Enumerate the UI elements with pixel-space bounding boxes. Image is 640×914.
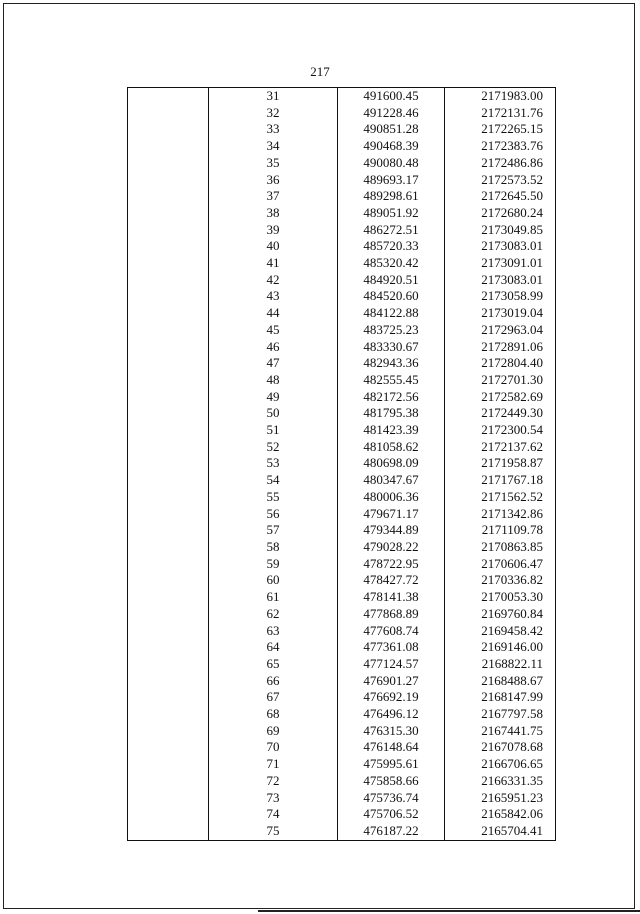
x-coordinate-cell: 477608.74 <box>338 623 445 640</box>
point-number-cell: 62 <box>209 606 338 623</box>
y-coordinate-cell: 2173091.01 <box>445 255 556 272</box>
point-number-cell: 50 <box>209 405 338 422</box>
point-number-cell: 67 <box>209 689 338 706</box>
point-number-cell: 74 <box>209 806 338 823</box>
table-row <box>128 489 556 506</box>
blank-cell <box>128 272 209 289</box>
blank-cell <box>128 355 209 372</box>
table-row <box>128 823 556 840</box>
blank-cell <box>128 723 209 740</box>
blank-cell <box>128 339 209 356</box>
table-row <box>128 689 556 706</box>
y-coordinate-cell: 2172449.30 <box>445 405 556 422</box>
blank-cell <box>128 455 209 472</box>
x-coordinate-cell: 482172.56 <box>338 389 445 406</box>
x-coordinate-cell: 479344.89 <box>338 522 445 539</box>
x-coordinate-cell: 478722.95 <box>338 556 445 573</box>
table-row <box>128 105 556 122</box>
x-coordinate-cell: 489298.61 <box>338 188 445 205</box>
x-coordinate-cell: 490851.28 <box>338 121 445 138</box>
table-row <box>128 806 556 823</box>
y-coordinate-cell: 2171767.18 <box>445 472 556 489</box>
y-coordinate-cell: 2169146.00 <box>445 639 556 656</box>
point-number-cell: 35 <box>209 155 338 172</box>
blank-cell <box>128 756 209 773</box>
blank-cell <box>128 656 209 673</box>
x-coordinate-cell: 476315.30 <box>338 723 445 740</box>
x-coordinate-cell: 491228.46 <box>338 105 445 122</box>
x-coordinate-cell: 475995.61 <box>338 756 445 773</box>
blank-cell <box>128 205 209 222</box>
point-number-cell: 45 <box>209 322 338 339</box>
blank-cell <box>128 255 209 272</box>
point-number-cell: 36 <box>209 172 338 189</box>
y-coordinate-cell: 2172701.30 <box>445 372 556 389</box>
table-row <box>128 288 556 305</box>
table-row <box>128 355 556 372</box>
point-number-cell: 37 <box>209 188 338 205</box>
blank-cell <box>128 389 209 406</box>
blank-cell <box>128 689 209 706</box>
coordinate-table-body <box>128 88 556 841</box>
y-coordinate-cell: 2172137.62 <box>445 439 556 456</box>
blank-cell <box>128 606 209 623</box>
blank-cell <box>128 673 209 690</box>
x-coordinate-cell: 484520.60 <box>338 288 445 305</box>
x-coordinate-cell: 489051.92 <box>338 205 445 222</box>
point-number-cell: 59 <box>209 556 338 573</box>
x-coordinate-cell: 490080.48 <box>338 155 445 172</box>
point-number-cell: 70 <box>209 739 338 756</box>
y-coordinate-cell: 2173083.01 <box>445 238 556 255</box>
point-number-cell: 68 <box>209 706 338 723</box>
table-row <box>128 623 556 640</box>
point-number-cell: 38 <box>209 205 338 222</box>
x-coordinate-cell: 480698.09 <box>338 455 445 472</box>
table-row <box>128 589 556 606</box>
y-coordinate-cell: 2170863.85 <box>445 539 556 556</box>
point-number-cell: 31 <box>209 88 338 105</box>
x-coordinate-cell: 491600.45 <box>338 88 445 105</box>
table-row <box>128 706 556 723</box>
page-number: 217 <box>310 64 330 79</box>
blank-cell <box>128 472 209 489</box>
table-row <box>128 790 556 807</box>
x-coordinate-cell: 483725.23 <box>338 322 445 339</box>
blank-cell <box>128 121 209 138</box>
point-number-cell: 58 <box>209 539 338 556</box>
x-coordinate-cell: 479671.17 <box>338 506 445 523</box>
table-row <box>128 339 556 356</box>
point-number-cell: 75 <box>209 823 338 840</box>
y-coordinate-cell: 2171958.87 <box>445 455 556 472</box>
y-coordinate-cell: 2170606.47 <box>445 556 556 573</box>
table-row <box>128 639 556 656</box>
blank-cell <box>128 522 209 539</box>
point-number-cell: 61 <box>209 589 338 606</box>
point-number-cell: 53 <box>209 455 338 472</box>
blank-cell <box>128 639 209 656</box>
point-number-cell: 60 <box>209 572 338 589</box>
table-row <box>128 322 556 339</box>
y-coordinate-cell: 2171109.78 <box>445 522 556 539</box>
table-row <box>128 188 556 205</box>
blank-cell <box>128 439 209 456</box>
point-number-cell: 65 <box>209 656 338 673</box>
blank-cell <box>128 623 209 640</box>
point-number-cell: 42 <box>209 272 338 289</box>
table-row <box>128 606 556 623</box>
table-row <box>128 439 556 456</box>
table-row <box>128 723 556 740</box>
table-row <box>128 305 556 322</box>
point-number-cell: 55 <box>209 489 338 506</box>
y-coordinate-cell: 2169760.84 <box>445 606 556 623</box>
table-row <box>128 522 556 539</box>
y-coordinate-cell: 2167441.75 <box>445 723 556 740</box>
y-coordinate-cell: 2170053.30 <box>445 589 556 606</box>
point-number-cell: 63 <box>209 623 338 640</box>
table-row <box>128 88 556 105</box>
point-number-cell: 66 <box>209 673 338 690</box>
y-coordinate-cell: 2165704.41 <box>445 823 556 840</box>
table-row <box>128 405 556 422</box>
blank-cell <box>128 138 209 155</box>
blank-cell <box>128 506 209 523</box>
point-number-cell: 72 <box>209 773 338 790</box>
y-coordinate-cell: 2172804.40 <box>445 355 556 372</box>
table-row <box>128 422 556 439</box>
point-number-cell: 47 <box>209 355 338 372</box>
blank-cell <box>128 222 209 239</box>
y-coordinate-cell: 2167797.58 <box>445 706 556 723</box>
blank-cell <box>128 790 209 807</box>
table-row <box>128 656 556 673</box>
y-coordinate-cell: 2168822.11 <box>445 656 556 673</box>
y-coordinate-cell: 2172963.04 <box>445 322 556 339</box>
blank-cell <box>128 288 209 305</box>
blank-cell <box>128 773 209 790</box>
x-coordinate-cell: 476148.64 <box>338 739 445 756</box>
table-row <box>128 506 556 523</box>
table-row <box>128 172 556 189</box>
x-coordinate-cell: 489693.17 <box>338 172 445 189</box>
x-coordinate-cell: 479028.22 <box>338 539 445 556</box>
blank-cell <box>128 556 209 573</box>
y-coordinate-cell: 2171342.86 <box>445 506 556 523</box>
point-number-cell: 41 <box>209 255 338 272</box>
x-coordinate-cell: 475706.52 <box>338 806 445 823</box>
y-coordinate-cell: 2172486.86 <box>445 155 556 172</box>
y-coordinate-cell: 2172300.54 <box>445 422 556 439</box>
point-number-cell: 69 <box>209 723 338 740</box>
point-number-cell: 44 <box>209 305 338 322</box>
table-row <box>128 205 556 222</box>
blank-cell <box>128 572 209 589</box>
x-coordinate-cell: 482555.45 <box>338 372 445 389</box>
x-coordinate-cell: 486272.51 <box>338 222 445 239</box>
blank-cell <box>128 188 209 205</box>
point-number-cell: 39 <box>209 222 338 239</box>
point-number-cell: 56 <box>209 506 338 523</box>
x-coordinate-cell: 476692.19 <box>338 689 445 706</box>
y-coordinate-cell: 2168488.67 <box>445 673 556 690</box>
table-row <box>128 773 556 790</box>
table-row <box>128 238 556 255</box>
blank-cell <box>128 305 209 322</box>
x-coordinate-cell: 475736.74 <box>338 790 445 807</box>
table-row <box>128 572 556 589</box>
table-row <box>128 756 556 773</box>
point-number-cell: 54 <box>209 472 338 489</box>
x-coordinate-cell: 478427.72 <box>338 572 445 589</box>
blank-cell <box>128 489 209 506</box>
y-coordinate-cell: 2172680.24 <box>445 205 556 222</box>
y-coordinate-cell: 2167078.68 <box>445 739 556 756</box>
blank-cell <box>128 422 209 439</box>
x-coordinate-cell: 481058.62 <box>338 439 445 456</box>
table-row <box>128 121 556 138</box>
table-row <box>128 389 556 406</box>
point-number-cell: 73 <box>209 790 338 807</box>
blank-cell <box>128 322 209 339</box>
y-coordinate-cell: 2171983.00 <box>445 88 556 105</box>
x-coordinate-cell: 478141.38 <box>338 589 445 606</box>
point-number-cell: 46 <box>209 339 338 356</box>
y-coordinate-cell: 2172573.52 <box>445 172 556 189</box>
table-row <box>128 556 556 573</box>
y-coordinate-cell: 2173058.99 <box>445 288 556 305</box>
x-coordinate-cell: 476187.22 <box>338 823 445 840</box>
coordinate-table <box>127 87 556 841</box>
point-number-cell: 43 <box>209 288 338 305</box>
table-row <box>128 372 556 389</box>
table-row <box>128 739 556 756</box>
y-coordinate-cell: 2173049.85 <box>445 222 556 239</box>
y-coordinate-cell: 2165951.23 <box>445 790 556 807</box>
y-coordinate-cell: 2169458.42 <box>445 623 556 640</box>
table-row <box>128 472 556 489</box>
blank-cell <box>128 238 209 255</box>
y-coordinate-cell: 2172383.76 <box>445 138 556 155</box>
point-number-cell: 34 <box>209 138 338 155</box>
y-coordinate-cell: 2166331.35 <box>445 773 556 790</box>
point-number-cell: 49 <box>209 389 338 406</box>
table-row <box>128 539 556 556</box>
x-coordinate-cell: 485720.33 <box>338 238 445 255</box>
blank-cell <box>128 589 209 606</box>
x-coordinate-cell: 477868.89 <box>338 606 445 623</box>
y-coordinate-cell: 2165842.06 <box>445 806 556 823</box>
point-number-cell: 64 <box>209 639 338 656</box>
table-row <box>128 255 556 272</box>
x-coordinate-cell: 481795.38 <box>338 405 445 422</box>
blank-cell <box>128 105 209 122</box>
y-coordinate-cell: 2173083.01 <box>445 272 556 289</box>
x-coordinate-cell: 484122.88 <box>338 305 445 322</box>
y-coordinate-cell: 2172645.50 <box>445 188 556 205</box>
point-number-cell: 32 <box>209 105 338 122</box>
x-coordinate-cell: 477124.57 <box>338 656 445 673</box>
x-coordinate-cell: 480006.36 <box>338 489 445 506</box>
blank-cell <box>128 739 209 756</box>
blank-cell <box>128 706 209 723</box>
point-number-cell: 71 <box>209 756 338 773</box>
x-coordinate-cell: 475858.66 <box>338 773 445 790</box>
point-number-cell: 48 <box>209 372 338 389</box>
blank-cell <box>128 155 209 172</box>
blank-cell <box>128 372 209 389</box>
x-coordinate-cell: 481423.39 <box>338 422 445 439</box>
point-number-cell: 57 <box>209 522 338 539</box>
y-coordinate-cell: 2173019.04 <box>445 305 556 322</box>
blank-cell <box>128 539 209 556</box>
y-coordinate-cell: 2172131.76 <box>445 105 556 122</box>
x-coordinate-cell: 485320.42 <box>338 255 445 272</box>
x-coordinate-cell: 490468.39 <box>338 138 445 155</box>
point-number-cell: 51 <box>209 422 338 439</box>
table-row <box>128 673 556 690</box>
point-number-cell: 40 <box>209 238 338 255</box>
x-coordinate-cell: 483330.67 <box>338 339 445 356</box>
x-coordinate-cell: 476901.27 <box>338 673 445 690</box>
y-coordinate-cell: 2172891.06 <box>445 339 556 356</box>
blank-cell <box>128 405 209 422</box>
y-coordinate-cell: 2172265.15 <box>445 121 556 138</box>
blank-cell <box>128 823 209 840</box>
x-coordinate-cell: 482943.36 <box>338 355 445 372</box>
x-coordinate-cell: 480347.67 <box>338 472 445 489</box>
x-coordinate-cell: 477361.08 <box>338 639 445 656</box>
table-row <box>128 138 556 155</box>
point-number-cell: 52 <box>209 439 338 456</box>
blank-cell <box>128 172 209 189</box>
table-row <box>128 272 556 289</box>
y-coordinate-cell: 2172582.69 <box>445 389 556 406</box>
table-row <box>128 222 556 239</box>
blank-cell <box>128 806 209 823</box>
x-coordinate-cell: 484920.51 <box>338 272 445 289</box>
blank-cell <box>128 88 209 105</box>
y-coordinate-cell: 2168147.99 <box>445 689 556 706</box>
table-row <box>128 155 556 172</box>
y-coordinate-cell: 2170336.82 <box>445 572 556 589</box>
y-coordinate-cell: 2171562.52 <box>445 489 556 506</box>
point-number-cell: 33 <box>209 121 338 138</box>
x-coordinate-cell: 476496.12 <box>338 706 445 723</box>
bottom-rule <box>258 910 640 912</box>
table-row <box>128 455 556 472</box>
y-coordinate-cell: 2166706.65 <box>445 756 556 773</box>
